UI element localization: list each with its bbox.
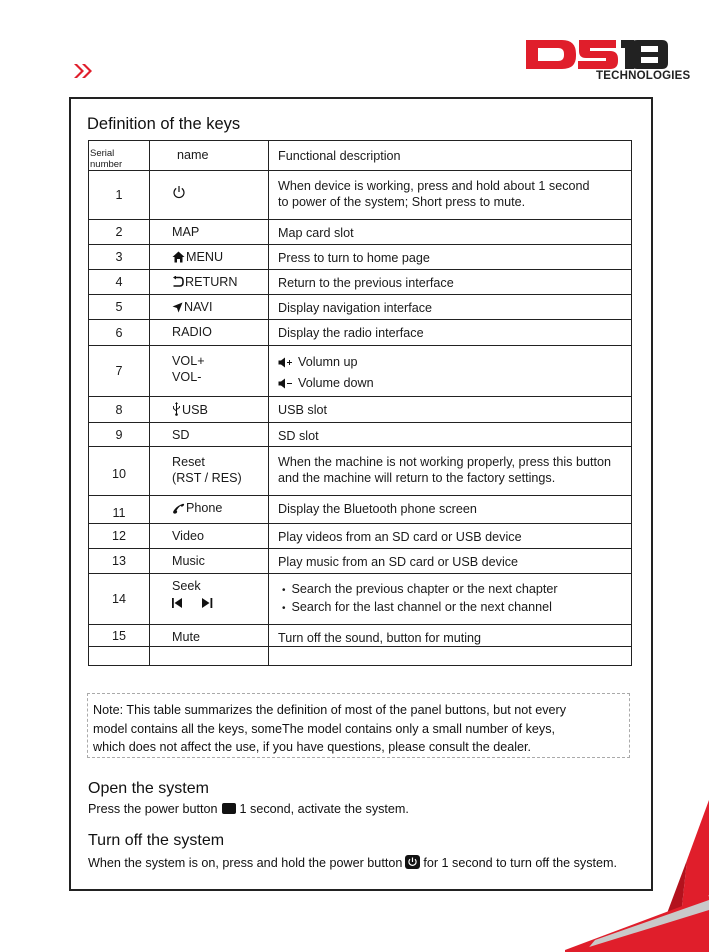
serial-number: 6 bbox=[89, 320, 150, 346]
speaker-down-icon bbox=[278, 376, 294, 395]
key-name bbox=[150, 270, 269, 295]
key-description bbox=[269, 346, 632, 397]
brand-tagline: TECHNOLOGIES bbox=[596, 70, 691, 82]
note-line: Note: This table summarizes the definition of most of the panel buttons, but not every bbox=[93, 703, 566, 717]
description-text: Volumn up bbox=[298, 355, 358, 369]
empty-cell bbox=[150, 647, 269, 666]
header-name: name bbox=[150, 141, 269, 171]
usb-icon bbox=[172, 402, 181, 419]
table-row bbox=[89, 346, 632, 397]
table-row bbox=[89, 245, 632, 270]
description-line: Play videos from an SD card or USB device bbox=[278, 530, 522, 544]
serial-number: 11 bbox=[89, 496, 150, 524]
empty-cell bbox=[89, 647, 150, 666]
key-name-label: RADIO bbox=[172, 325, 212, 339]
table-row bbox=[89, 220, 632, 245]
key-name-label: MAP bbox=[172, 225, 200, 239]
description-line bbox=[278, 353, 631, 374]
key-name bbox=[150, 171, 269, 220]
key-name-label: SD bbox=[172, 428, 190, 442]
note-box bbox=[87, 693, 630, 758]
description-line: Play music from an SD card or USB device bbox=[278, 555, 519, 569]
key-description bbox=[269, 447, 632, 496]
navigation-arrow-icon bbox=[172, 302, 183, 316]
key-description bbox=[269, 574, 632, 625]
serial-number: 14 bbox=[89, 574, 150, 625]
keys-table bbox=[88, 140, 632, 666]
serial-number: 8 bbox=[89, 397, 150, 423]
key-name-label: MENU bbox=[186, 250, 224, 264]
header-description: Functional description bbox=[269, 141, 632, 171]
description-line bbox=[278, 374, 631, 395]
speaker-up-icon bbox=[278, 355, 294, 374]
return-icon bbox=[172, 276, 184, 291]
off-text-before: When the system is on, press and hold the power button bbox=[88, 856, 403, 870]
table-header-row bbox=[89, 141, 632, 171]
key-name bbox=[150, 397, 269, 423]
key-description bbox=[269, 220, 632, 245]
serial-number: 5 bbox=[89, 295, 150, 320]
serial-number: 3 bbox=[89, 245, 150, 270]
serial-number: 12 bbox=[89, 524, 150, 549]
serial-number: 2 bbox=[89, 220, 150, 245]
key-description bbox=[269, 270, 632, 295]
decorative-corner-shapes bbox=[565, 800, 709, 952]
note-line: which does not affect the use, if you have questions, please consult the dealer. bbox=[93, 740, 532, 754]
key-name-line: VOL- bbox=[172, 370, 202, 384]
key-name-label: USB bbox=[182, 403, 208, 417]
key-description bbox=[269, 625, 632, 647]
key-name-label: Video bbox=[172, 529, 204, 543]
key-name-label: RETURN bbox=[185, 275, 238, 289]
description-line: SD slot bbox=[278, 429, 319, 443]
table-row bbox=[89, 447, 632, 496]
key-name bbox=[150, 625, 269, 647]
key-description bbox=[269, 245, 632, 270]
key-name-label: NAVI bbox=[184, 300, 213, 314]
note-line: model contains all the keys, someThe model contains only a small number of keys, bbox=[93, 721, 555, 736]
key-name bbox=[150, 549, 269, 574]
key-name bbox=[150, 320, 269, 346]
key-name bbox=[150, 496, 269, 524]
table-row bbox=[89, 295, 632, 320]
key-name bbox=[150, 220, 269, 245]
open-system-text bbox=[88, 802, 409, 816]
key-description bbox=[269, 320, 632, 346]
key-name bbox=[150, 346, 269, 397]
power-button-icon bbox=[222, 803, 236, 814]
description-line: When device is working, press and hold about 1 second bbox=[278, 179, 590, 193]
table-row bbox=[89, 270, 632, 295]
key-name bbox=[150, 295, 269, 320]
description-line: • Search for the last channel or the next channel bbox=[278, 599, 631, 617]
table-row bbox=[89, 397, 632, 423]
description-line: Map card slot bbox=[278, 226, 354, 240]
prev-next-icon bbox=[172, 597, 268, 612]
key-name bbox=[150, 574, 269, 625]
key-name-line: (RST / RES) bbox=[172, 471, 242, 485]
key-description bbox=[269, 295, 632, 320]
key-description bbox=[269, 171, 632, 220]
key-description bbox=[269, 524, 632, 549]
empty-cell bbox=[269, 647, 632, 666]
key-description bbox=[269, 423, 632, 447]
table-row bbox=[89, 549, 632, 574]
table-row bbox=[89, 496, 632, 524]
table-row bbox=[89, 574, 632, 625]
description-text: Volume down bbox=[298, 376, 374, 390]
serial-number: 9 bbox=[89, 423, 150, 447]
serial-number: 10 bbox=[89, 447, 150, 496]
serial-number: 7 bbox=[89, 346, 150, 397]
key-name-label: Seek bbox=[172, 579, 201, 593]
serial-number: 15 bbox=[89, 625, 150, 647]
description-line: to power of the system; Short press to mute. bbox=[278, 195, 526, 209]
power-icon bbox=[172, 185, 186, 202]
description-line: Display the Bluetooth phone screen bbox=[278, 502, 477, 516]
description-line: Return to the previous interface bbox=[278, 276, 454, 290]
key-description bbox=[269, 549, 632, 574]
key-name-label: Phone bbox=[186, 501, 223, 515]
key-name-line: VOL+ bbox=[172, 354, 205, 368]
key-description bbox=[269, 397, 632, 423]
table-row bbox=[89, 524, 632, 549]
off-text-after: for 1 second to turn off the system. bbox=[423, 856, 617, 870]
description-line: • Search the previous chapter or the next chapter bbox=[278, 581, 631, 599]
phone-icon bbox=[172, 503, 185, 517]
open-text-after: 1 second, activate the system. bbox=[239, 802, 409, 816]
turn-off-system-text bbox=[88, 855, 617, 870]
description-line: USB slot bbox=[278, 403, 327, 417]
double-chevron-icon bbox=[73, 62, 93, 80]
key-name bbox=[150, 447, 269, 496]
key-name bbox=[150, 524, 269, 549]
header-serial: Serial number bbox=[89, 141, 150, 171]
key-name-line: Reset bbox=[172, 455, 205, 469]
section-title: Definition of the keys bbox=[87, 115, 241, 133]
description-line: Display navigation interface bbox=[278, 301, 433, 315]
table-row bbox=[89, 320, 632, 346]
table-row bbox=[89, 625, 632, 647]
turn-off-system-title: Turn off the system bbox=[88, 832, 225, 849]
description-line: and the machine will return to the factory settings. bbox=[278, 471, 556, 485]
key-name-label: Mute bbox=[172, 630, 200, 644]
description-line: Display the radio interface bbox=[278, 326, 424, 340]
key-description bbox=[269, 496, 632, 524]
key-name-label: Music bbox=[172, 554, 205, 568]
table-row-empty bbox=[89, 647, 632, 666]
serial-number: 4 bbox=[89, 270, 150, 295]
table-row bbox=[89, 423, 632, 447]
open-text-before: Press the power button bbox=[88, 802, 218, 816]
key-name bbox=[150, 423, 269, 447]
serial-number: 1 bbox=[89, 171, 150, 220]
home-icon bbox=[172, 251, 185, 266]
table-row bbox=[89, 171, 632, 220]
key-name bbox=[150, 245, 269, 270]
open-system-title: Open the system bbox=[88, 780, 209, 797]
description-line: When the machine is not working properly, press this button bbox=[278, 455, 611, 469]
power-button-icon bbox=[405, 855, 420, 869]
description-line: Turn off the sound, button for muting bbox=[278, 631, 482, 645]
serial-number: 13 bbox=[89, 549, 150, 574]
description-line: Press to turn to home page bbox=[278, 251, 430, 265]
